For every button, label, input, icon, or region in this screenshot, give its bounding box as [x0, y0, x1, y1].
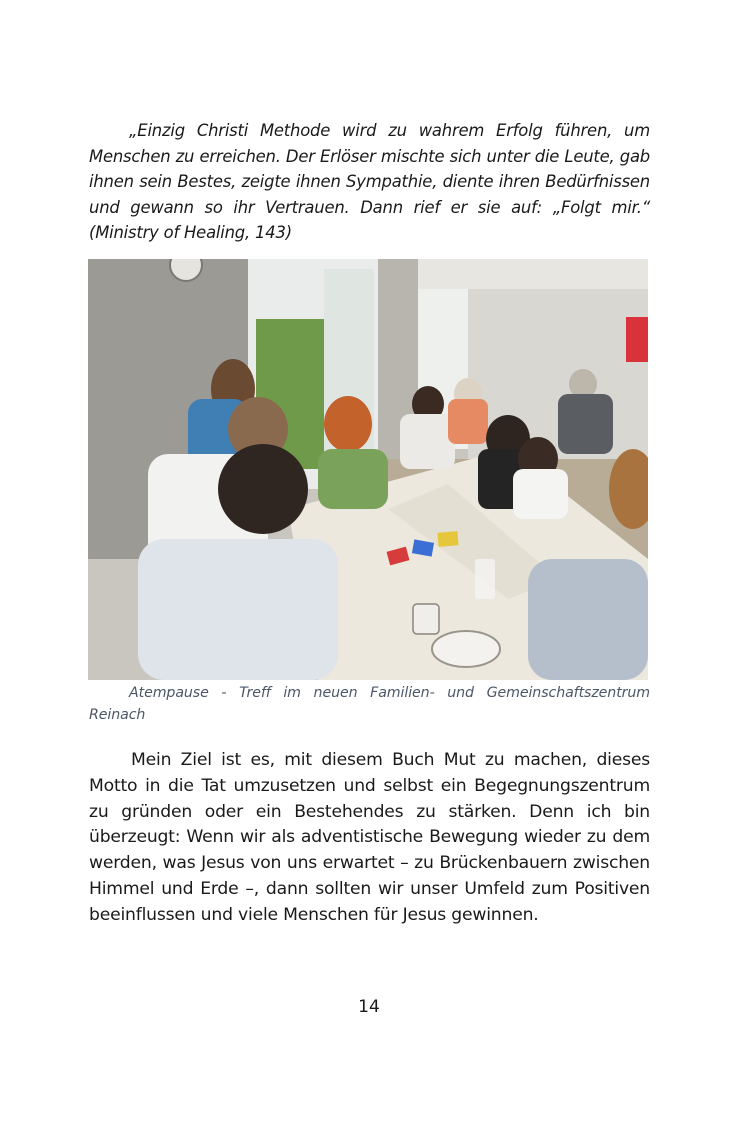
photo-caption: Atempause - Treff im neuen Familien- und Gemeinschaftszentrum Reinach — [89, 685, 650, 723]
photo-people-at-table — [88, 259, 648, 680]
body-paragraph: Mein Ziel ist es, mit diesem Buch Mut zu machen, dieses Motto in die Tat umzusetzen und selbst ein Begegnungszentrum zu gründen oder ein Bestehendes zu stärken. Denn ich bin überzeugt: Wenn wir als adventistische Bewegung wieder zu dem werden, was Jesus von uns erwartet – zu Brückenbauern zwischen Himmel und Erde –, dann sollten wir unser Umfeld zum Positiven beeinflussen und viele Menschen für Jesus gewinnen. — [89, 750, 650, 925]
page-number: 14 — [358, 997, 380, 1017]
quote-paragraph: „Einzig Christi Methode wird zu wahrem Erfolg führen, um Menschen zu erreichen. Der Erlöser mischte sich unter die Leute, gab ihnen sein Bestes, zeigte ihnen Sympathie, diente ihren Bedürfnissen und gewann so ihr Vertrauen. Dann rief er sie auf: „Folgt mir.“ (Ministry of Healing, 143) — [89, 121, 650, 243]
